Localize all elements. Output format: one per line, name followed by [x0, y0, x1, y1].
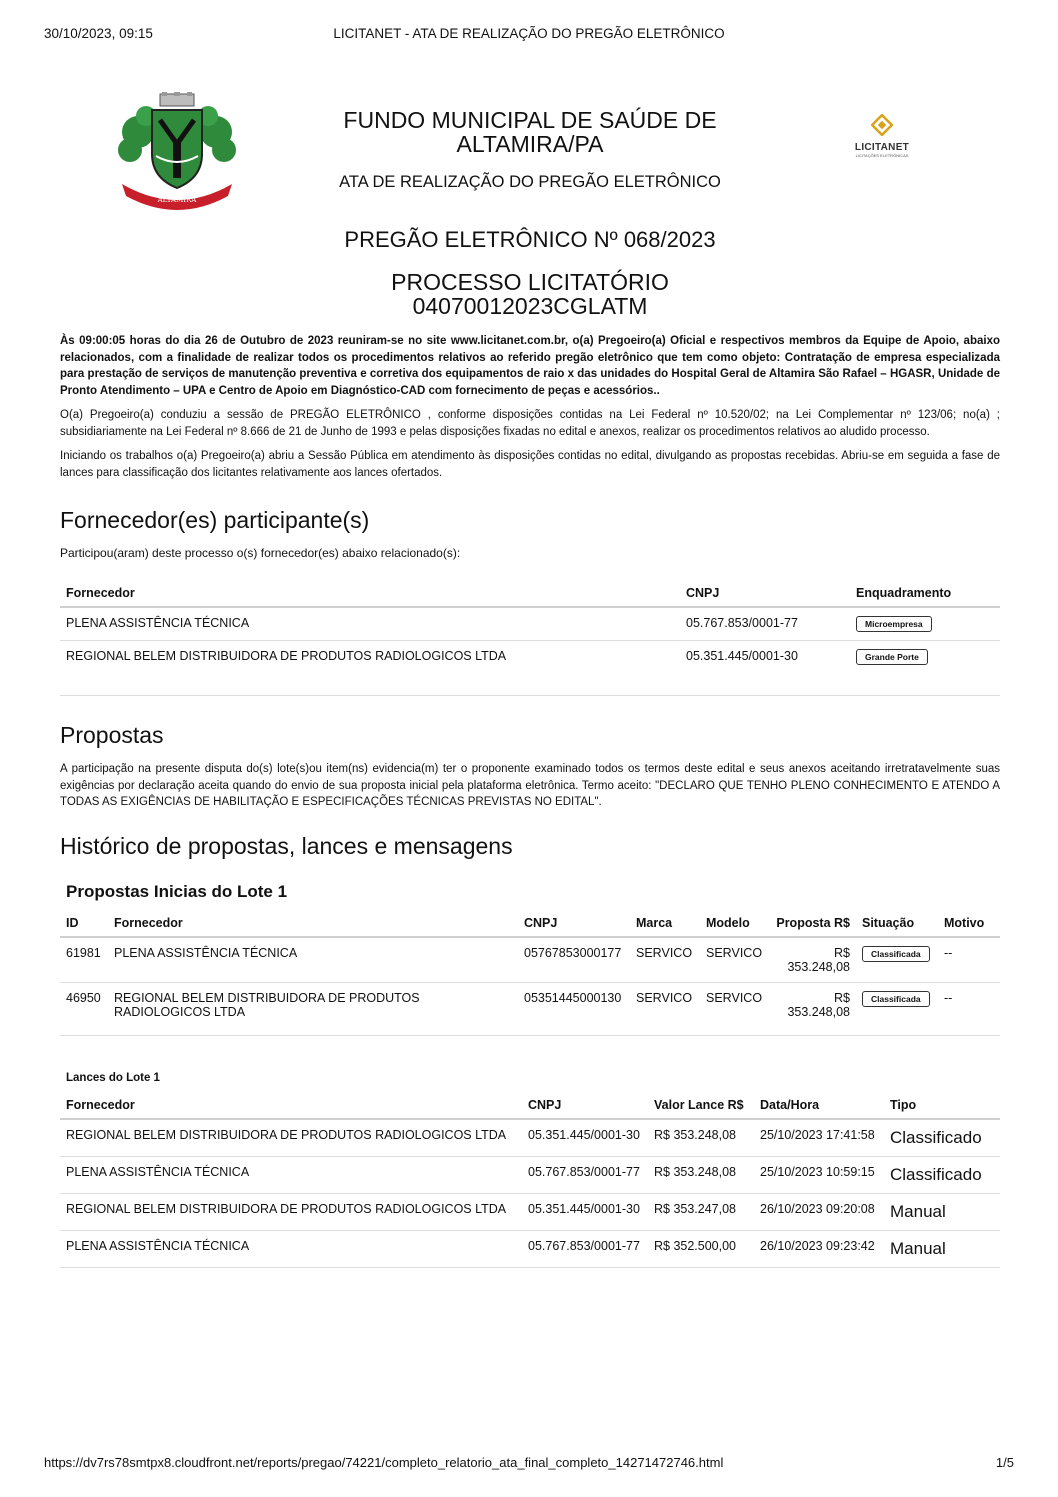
table-row — [60, 641, 1000, 674]
paragraph-legal-basis: O(a) Pregoeiro(a) conduziu a sessão de PREGÃO ELETRÔNICO , conforme disposições contidas na Lei Federal nº 10.520/02; na Lei Complementar nº 123/06; no(a) ; subsidiariamente na Lei Federal nº 8.666 de 21 de Junho de 1993 e pelas disposições fixadas no edital e anexos, realizar os procedimentos relativos ao aludido processo. — [60, 409, 1000, 438]
proposta-value: 353.248,08 — [787, 959, 850, 974]
propostas-iniciais-table — [60, 910, 1000, 1027]
col-header-datahora: Data/Hora — [754, 1092, 884, 1119]
proposta-currency: R$ — [834, 945, 850, 960]
cell-valor: R$ 352.500,00 — [648, 1230, 754, 1267]
cell-fornecedor: PLENA ASSISTÊNCIA TÉCNICA — [60, 1156, 522, 1193]
proposta-currency: R$ — [834, 990, 850, 1005]
municipal-crest-icon — [116, 92, 238, 210]
cell-cnpj: 05.351.445/0001-30 — [522, 1119, 648, 1157]
print-url: https://dv7rs78smtpx8.cloudfront.net/reports/pregao/74221/completo_relatorio_ata_final_completo_14271472746.html — [44, 1455, 724, 1470]
cell-fornecedor: REGIONAL BELEM DISTRIBUIDORA DE PRODUTOS RADIOLOGICOS LTDA — [66, 649, 507, 663]
cell-fornecedor: REGIONAL BELEM DISTRIBUIDORA DE PRODUTOS RADIOLOGICOS LTDA — [114, 990, 420, 1019]
licitanet-logo-icon — [871, 114, 893, 136]
cell-fornecedor: PLENA ASSISTÊNCIA TÉCNICA — [60, 607, 680, 641]
print-footer — [44, 1455, 1014, 1473]
col-header-enquadramento: Enquadramento — [850, 580, 1000, 607]
col-header-id: ID — [60, 910, 108, 937]
col-header-fornecedor: Fornecedor — [108, 910, 518, 937]
cell-valor: R$ 353.248,08 — [648, 1119, 754, 1157]
print-datetime: 30/10/2023, 09:15 — [44, 26, 153, 41]
document-body — [60, 333, 1000, 1268]
col-header-cnpj: CNPJ — [518, 910, 630, 937]
table-row — [60, 1156, 1000, 1193]
cell-datahora: 26/10/2023 09:20:08 — [754, 1193, 884, 1230]
subsection-title-propostas-iniciais: Propostas Inicias do Lote 1 — [66, 881, 288, 901]
brand-name: LICITANET — [854, 142, 910, 153]
cell-cnpj: 05.767.853/0001-77 — [522, 1156, 648, 1193]
cell-tipo: Classificado — [884, 1119, 1000, 1157]
table-row — [60, 1230, 1000, 1267]
section-title-participants: Fornecedor(es) participante(s) — [60, 507, 370, 533]
cell-tipo: Manual — [884, 1193, 1000, 1230]
print-title: LICITANET - ATA DE REALIZAÇÃO DO PREGÃO ELETRÔNICO — [333, 26, 725, 41]
cell-cnpj: 05351445000130 — [524, 990, 622, 1005]
cell-cnpj: 05.351.445/0001-30 — [522, 1193, 648, 1230]
col-header-situacao: Situação — [856, 910, 938, 937]
cell-tipo: Classificado — [884, 1156, 1000, 1193]
col-header-motivo: Motivo — [938, 910, 1000, 937]
cell-cnpj: 05.767.853/0001-77 — [680, 607, 850, 641]
processo-number: PROCESSO LICITATÓRIO 04070012023CGLATM — [391, 269, 669, 319]
crest-ribbon-text: ALTAMIRA — [157, 196, 197, 204]
pregao-number: PREGÃO ELETRÔNICO Nº 068/2023 — [344, 227, 716, 252]
page-number: 1/5 — [995, 1455, 1014, 1470]
cell-tipo: Manual — [884, 1230, 1000, 1267]
enquadramento-badge: Microempresa — [856, 616, 932, 632]
divider — [60, 1035, 1000, 1036]
col-header-cnpj: CNPJ — [680, 580, 850, 607]
col-header-marca: Marca — [630, 910, 700, 937]
col-header-modelo: Modelo — [700, 910, 770, 937]
section-title-historico: Histórico de propostas, lances e mensagens — [60, 832, 513, 859]
cell-fornecedor: REGIONAL BELEM DISTRIBUIDORA DE PRODUTOS RADIOLOGICOS LTDA — [60, 1193, 522, 1230]
cell-cnpj: 05.767.853/0001-77 — [522, 1230, 648, 1267]
cell-cnpj: 05767853000177 — [518, 937, 630, 983]
col-header-fornecedor: Fornecedor — [60, 580, 680, 607]
cell-proposta — [770, 937, 856, 983]
participants-intro: Participou(aram) deste processo o(s) fornecedor(es) abaixo relacionado(s): — [60, 546, 461, 560]
situacao-badge: Classificada — [862, 946, 930, 962]
col-header-valor: Valor Lance R$ — [648, 1092, 754, 1119]
subsection-title-lances: Lances do Lote 1 — [66, 1071, 160, 1084]
cell-id: 61981 — [60, 937, 108, 983]
cell-motivo: -- — [944, 990, 953, 1005]
enquadramento-badge: Grande Porte — [856, 649, 928, 665]
col-header-cnpj: CNPJ — [522, 1092, 648, 1119]
col-header-proposta: Proposta R$ — [770, 910, 856, 937]
cell-datahora: 25/10/2023 10:59:15 — [754, 1156, 884, 1193]
cell-fornecedor: REGIONAL BELEM DISTRIBUIDORA DE PRODUTOS RADIOLOGICOS LTDA — [60, 1119, 522, 1157]
paragraph-opening: Às 09:00:05 horas do dia 26 de Outubro de 2023 reuniram-se no site www.licitanet.com.br, o(a) Pregoeiro(a) Oficial e respectivos membros da Equipe de Apoio, abaixo relacionados, com a finalidade de realizar todos os procedimentos relativos ao referido pregão eletrônico que tem como objeto: Contratação de empresa especializada para prestação de serviços de manutenção preventiva e corretiva dos equipamentos de raio x das unidades do Hospital Geral de Altamira São Rafael – HGASR, Unidade de Pronto Atendimento – UPA e Centro de Apoio em Diagnóstico-CAD com fornecimento de peças e acessórios.. — [60, 335, 1000, 397]
cell-motivo: -- — [938, 937, 1000, 983]
cell-id: 46950 — [66, 990, 101, 1005]
lances-table — [60, 1092, 1000, 1268]
table-row — [60, 937, 1000, 983]
cell-datahora: 26/10/2023 09:23:42 — [754, 1230, 884, 1267]
cell-modelo: SERVICO — [706, 990, 763, 1005]
col-header-fornecedor: Fornecedor — [60, 1092, 522, 1119]
cell-marca: SERVICO — [630, 937, 700, 983]
cell-modelo: SERVICO — [700, 937, 770, 983]
organization-title: FUNDO MUNICIPAL DE SAÚDE DE ALTAMIRA/PA — [343, 107, 717, 157]
document-header — [60, 92, 1000, 327]
table-row — [60, 982, 1000, 1027]
print-header — [44, 26, 1014, 44]
cell-datahora: 25/10/2023 17:41:58 — [754, 1119, 884, 1157]
section-title-propostas: Propostas — [60, 722, 164, 748]
divider — [60, 695, 1000, 696]
table-row — [60, 1119, 1000, 1157]
cell-fornecedor: PLENA ASSISTÊNCIA TÉCNICA — [60, 1230, 522, 1267]
cell-proposta — [770, 982, 856, 1027]
licitanet-logo — [844, 114, 920, 156]
proposta-value: 353.248,08 — [787, 1004, 850, 1019]
cell-cnpj: 05.351.445/0001-30 — [686, 649, 798, 663]
situacao-badge: Classificada — [862, 991, 930, 1007]
document-type: ATA DE REALIZAÇÃO DO PREGÃO ELETRÔNICO — [339, 173, 721, 191]
propostas-text: A participação na presente disputa do(s) lote(s)ou item(ns) evidencia(m) ter o proponente examinado todos os termos deste edital e seus anexos aceitando irretratavelmente suas exigências por declaração aceita quando do envio de sua proposta inicial pela plataforma eletrônica. Termo aceito: "DECLARO QUE TENHO PLENO CONHECIMENTO E ATENDO A TODAS AS EXIGÊNCIAS DE HABILITAÇÃO E ESPECIFICAÇÕES TÉCNICAS PREVISTAS NO EDITAL". — [60, 763, 1000, 808]
paragraph-session: Iniciando os trabalhos o(a) Pregoeiro(a) abriu a Sessão Pública em atendimento às disposições contidas no edital, divulgando as propostas recebidas. Abriu-se em seguida a fase de lances para classificação dos licitantes relativamente aos lances ofertados. — [60, 450, 1000, 479]
table-row — [60, 607, 1000, 641]
participants-table — [60, 580, 1000, 673]
cell-valor: R$ 353.248,08 — [648, 1156, 754, 1193]
brand-subtitle: LICITAÇÕES ELETRÔNICAS — [855, 153, 909, 158]
col-header-tipo: Tipo — [884, 1092, 1000, 1119]
table-row — [60, 1193, 1000, 1230]
cell-marca: SERVICO — [636, 990, 693, 1005]
cell-valor: R$ 353.247,08 — [648, 1193, 754, 1230]
cell-fornecedor: PLENA ASSISTÊNCIA TÉCNICA — [108, 937, 518, 983]
